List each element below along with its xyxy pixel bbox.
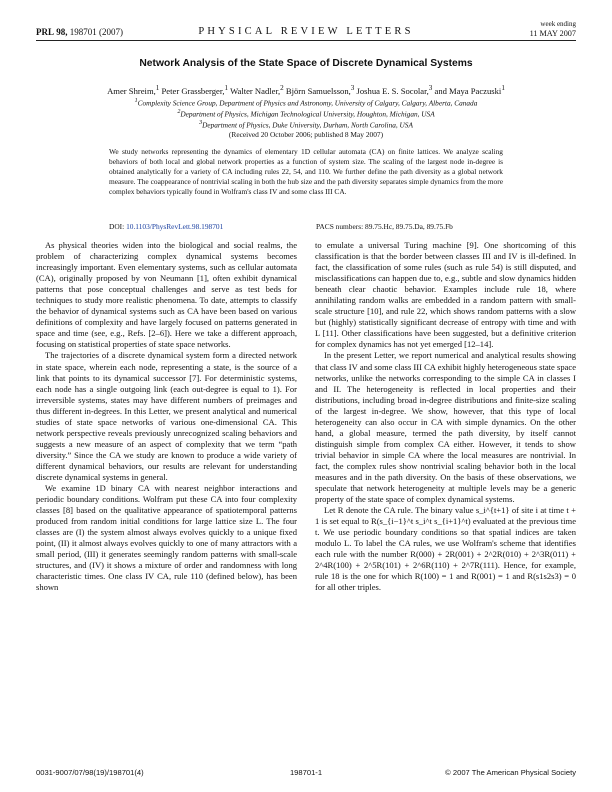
author: Joshua E. S. Socolar, xyxy=(356,85,429,96)
copyright: © 2007 The American Physical Society xyxy=(445,768,576,777)
author-affil-sup: 1 xyxy=(155,84,160,92)
body-paragraph: As physical theories widen into the biological and social realms, the problem of characterizing complex dynamical systems becomes increasingly important. Even elementary systems, such as cellular automata (CA), originally proposed by von Neumann [1], often exhibit dynamical patterns that pose conceptual challenges and serve as test beds for techniques to study more realistic phenomena. To date, attempts to classify the behavior of dynamical systems such as CA have been based on various definitions of complexity and have largely focused on patterns generated in space and time (see, e.g., Refs. [2–6]). Here we take a different approach, focusing on statistical properties of state space networks. xyxy=(36,240,297,350)
body-paragraph: In the present Letter, we report numerical and analytical results showing that class IV and some class III CA exhibit highly heterogeneous state space networks, unlike the networks corresponding to the simple CA in classes I and II. The heterogeneity is reflected in local properties and their distributions, including broad in-degree distributions and finite-size scaling of the largest in-degree. We show, however, that this type of local heterogeneity can also occur in CA with simple dynamics. On the other hand, a global measure, termed the path diversity, by itself cannot distinguish simple from complex CA either. However, it tends to show trivial behavior in simple CA where the local measures are nontrivial. In fact, the complex rules show nontrivial scaling behavior both in the local measures and in the path diversity. On the basis of these observations, we speculate that network heterogeneity at multiple levels may be a generic property of the state space of complex dynamical systems. xyxy=(315,350,576,505)
journal-short: PRL xyxy=(36,27,54,37)
author: Amer Shreim, xyxy=(107,85,156,96)
body-column-right xyxy=(315,240,576,594)
volume: 98, xyxy=(56,27,68,37)
pacs-numbers: PACS numbers: 89.75.Hc, 89.75.Da, 89.75.Fb xyxy=(316,222,453,231)
received-dates: (Received 20 October 2006; published 8 May 2007) xyxy=(228,130,384,139)
author-affil-sup: 2 xyxy=(280,84,284,92)
doi-line xyxy=(109,222,223,231)
author: Walter Nadler, xyxy=(230,85,281,96)
abstract: We study networks representing the dynamics of elementary 1D cellular automata (CA) on finite lattices. We analyze scaling behaviors of both local and global network properties as a function of system size. The scaling of the largest node in-degree is obtained analytically for a variety of CA including rules 22, 54, and 110. We further define the path diversity as a global network measure. The coappearance of nontrivial scaling in both the hub size and the path diversity separates simple dynamics from the more complex behaviors typically found in Wolfram's class IV and some class III CA. xyxy=(109,147,503,196)
header-rule xyxy=(36,40,576,41)
body-paragraph: We examine 1D binary CA with nearest neighbor interactions and periodic boundary conditions. Wolfram put these CA into four complexity classes [8] based on the qualitative appearance of spatiotemporal patterns produced from random initial conditions for large lattice size L. The four classes are (I) the system almost always evolves quickly to a unique fixed point, (II) it almost always evolves quickly to one of many attractors with a small period, (III) it generates seemingly random patterns with small-scale structures, and (IV) it shows a mixture of order and randomness with long characteristic times. One class IV CA, rule 110 (defined below), has been shown xyxy=(36,483,297,593)
affiliation-3: $^3$Department of Physics, Duke University, Durham, North Carolina, USA xyxy=(199,120,413,130)
body-paragraph: Let R denote the CA rule. The binary value s_i^{t+1} of site i at time t + 1 is set equal to R(s_{i−1}^t s_i^t s_{i+1}^t) evaluated at the previous time t. We use periodic boundary conditions so that spatial indices are taken modulo L. To label the CA rules, we use Wolfram's scheme that identifies each rule with the number R(000) + 2R(001) + 2^2R(010) + 2^3R(011) + 2^4R(100) + 2^5R(101) + 2^6R(110) + 2^7R(111). Hence, for example, rule 18 is the one for which R(100) = 1 and R(001) = 1 and R(s1s2s3) = 0 for all other triples. xyxy=(315,505,576,593)
author-affil-sup: 3 xyxy=(428,84,433,92)
article-number: 198701 (2007) xyxy=(69,27,123,37)
body-column-left xyxy=(36,240,297,594)
paper-title: Network Analysis of the State Space of Discrete Dynamical Systems xyxy=(139,58,473,69)
author-affil-sup: 1 xyxy=(501,84,505,92)
journal-name: PHYSICAL REVIEW LETTERS xyxy=(198,26,414,37)
author-affil-sup: 1 xyxy=(224,84,229,92)
author-list xyxy=(0,84,612,96)
author: and Maya Paczuski xyxy=(434,85,502,96)
week-ending-label: week ending xyxy=(540,20,576,28)
body-paragraph: to emulate a universal Turing machine [9]. One shortcoming of this classification is that the border between classes III and IV is ill-defined. In fact, the classification of some rules (such as rule 54) is still disputed, and misclassifications can happen due to, e.g., subtle and slow dynamics hidden beneath clear chaotic behavior. Examples include rule 18, where annihilating random walks are embedded in a random pattern with small-scale structure [10], and rule 22, which shows random patterns with a slow but (highly) statistically significant decrease of entropy with time and with L [11]. Other classifications have been suggested, but a definitive criterion for complex dynamics has not yet emerged [12–14]. xyxy=(315,240,576,350)
doi-label: DOI: xyxy=(109,222,125,231)
page-number: 198701-1 xyxy=(289,768,323,777)
body-paragraph: The trajectories of a discrete dynamical system form a directed network in state space, wherein each node, representing a state, is the source of a link that points to its dynamical successor [7]. For deterministic systems, each node has a single outgoing link (each out-degree is equal to 1). For irreversible systems, states may have different numbers of preimages and thus different in-degrees. In this Letter, we present analytical and numerical studies of state space networks of various one-dimensional CA. This network perspective reveals previously unrecognized scaling behaviors and suggests a new measure of an aspect of complexity that we term “path diversity.” Since the CA we study are known to produce a wide variety of different dynamical behaviors, our results are relevant for understanding discrete dynamical systems in general. xyxy=(36,350,297,482)
doi-link[interactable]: 10.1103/PhysRevLett.98.198701 xyxy=(126,222,224,231)
author-affil-sup: 3 xyxy=(350,84,355,92)
footer-code: 0031-9007/07/98(19)/198701(4) xyxy=(36,768,144,777)
affiliation-1: $^1$Complexity Science Group, Department of Physics and Astronomy, University of Calgary, Calgary, Alberta, Canada xyxy=(134,98,478,108)
issue-date-block xyxy=(530,20,576,38)
affiliation-2: $^2$Department of Physics, Michigan Technological University, Houghton, Michigan, USA xyxy=(177,109,435,119)
issue-date: 11 MAY 2007 xyxy=(529,29,576,38)
author: Peter Grassberger, xyxy=(161,85,225,96)
author: Björn Samuelsson, xyxy=(285,85,351,96)
